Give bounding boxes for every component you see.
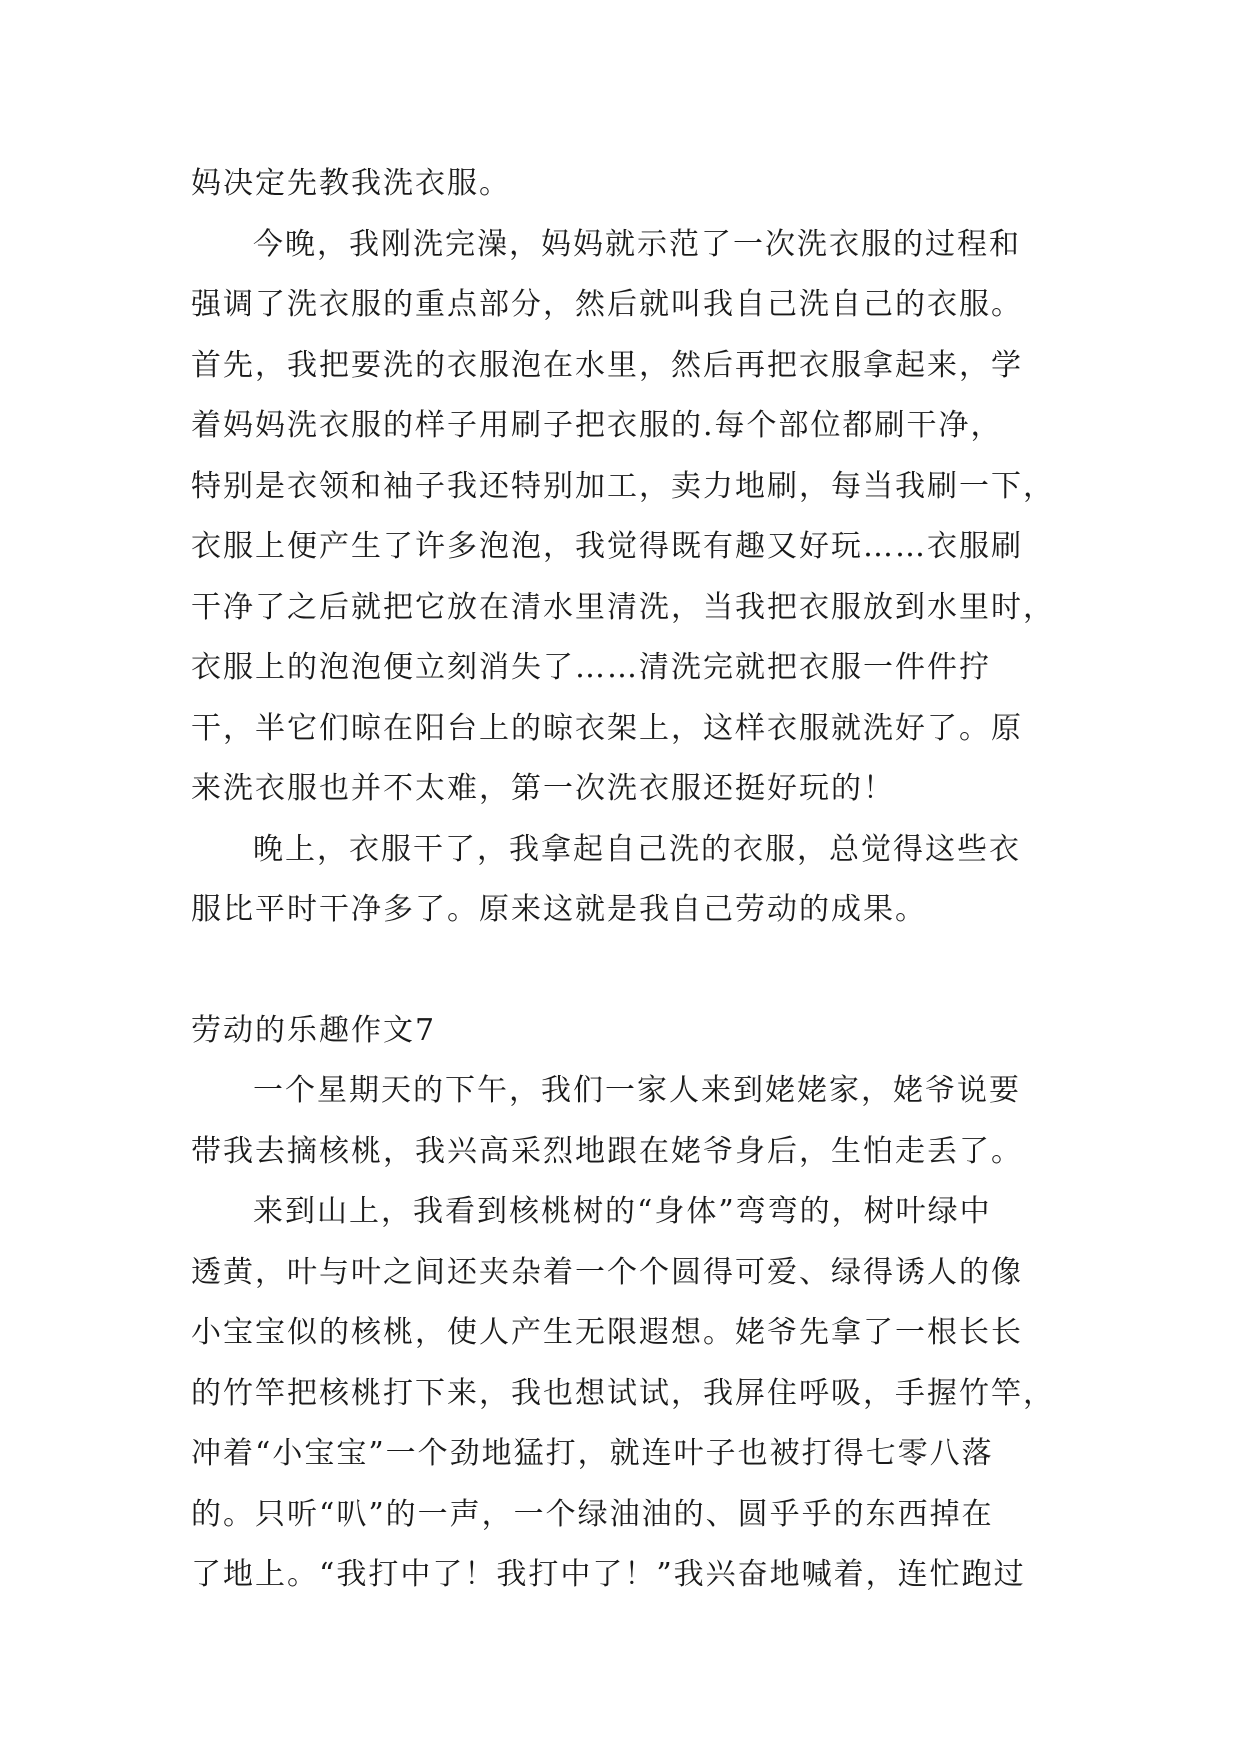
section-heading: 劳动的乐趣作文7	[191, 1012, 437, 1048]
paragraph-line: 小宝宝似的核桃，使人产生无限遐想。姥爷先拿了一根长长	[191, 1315, 1023, 1350]
paragraph-line: 来洗衣服也并不太难，第一次洗衣服还挺好玩的！	[191, 771, 895, 806]
paragraph-line: 的竹竿把核桃打下来，我也想试试，我屏住呼吸，手握竹竿，	[191, 1375, 1055, 1411]
paragraph-line: 干，半它们晾在阳台上的晾衣架上，这样衣服就洗好了。原	[191, 710, 1023, 746]
paragraph-line: 的。只听“叭”的一声，一个绿油油的、圆乎乎的东西掉在	[191, 1496, 994, 1532]
text-column	[191, 154, 1071, 1606]
paragraph-line: 了地上。“我打中了！我打中了！”我兴奋地喊着，连忙跑过	[191, 1557, 1026, 1592]
paragraph-line: 着妈妈洗衣服的样子用刷子把衣服的.每个部位都刷干净，	[191, 408, 1003, 443]
paragraph-line: 一个星期天的下午，我们一家人来到姥姥家，姥爷说要	[253, 1073, 1021, 1108]
paragraph-line: 首先，我把要洗的衣服泡在水里，然后再把衣服拿起来，学	[191, 347, 1023, 383]
paragraph-line: 强调了洗衣服的重点部分，然后就叫我自己洗自己的衣服。	[191, 287, 1023, 322]
paragraph-line: 服比平时干净多了。原来这就是我自己劳动的成果。	[191, 892, 927, 927]
paragraph-line: 冲着“小宝宝”一个劲地猛打，就连叶子也被打得七零八落	[191, 1436, 994, 1471]
paragraph-line: 今晚，我刚洗完澡，妈妈就示范了一次洗衣服的过程和	[253, 226, 1021, 262]
paragraph-line: 透黄，叶与叶之间还夹杂着一个个圆得可爱、绿得诱人的像	[191, 1254, 1023, 1290]
paragraph-line: 妈决定先教我洗衣服。	[191, 166, 511, 201]
paragraph-line: 衣服上便产生了许多泡泡，我觉得既有趣又好玩……衣服刷	[191, 529, 1023, 564]
paragraph-line: 带我去摘核桃，我兴高采烈地跟在姥爷身后，生怕走丢了。	[191, 1133, 1023, 1169]
paragraph-line: 干净了之后就把它放在清水里清洗，当我把衣服放到水里时，	[191, 589, 1055, 625]
paragraph-line: 衣服上的泡泡便立刻消失了……清洗完就把衣服一件件拧	[191, 650, 991, 685]
paragraph-line: 特别是衣领和袖子我还特别加工，卖力地刷，每当我刷一下，	[191, 468, 1055, 504]
paragraph-line: 来到山上，我看到核桃树的“身体”弯弯的，树叶绿中	[253, 1194, 992, 1229]
paragraph-line: 晚上，衣服干了，我拿起自己洗的衣服，总觉得这些衣	[253, 831, 1021, 867]
section-gap	[191, 941, 1071, 1001]
